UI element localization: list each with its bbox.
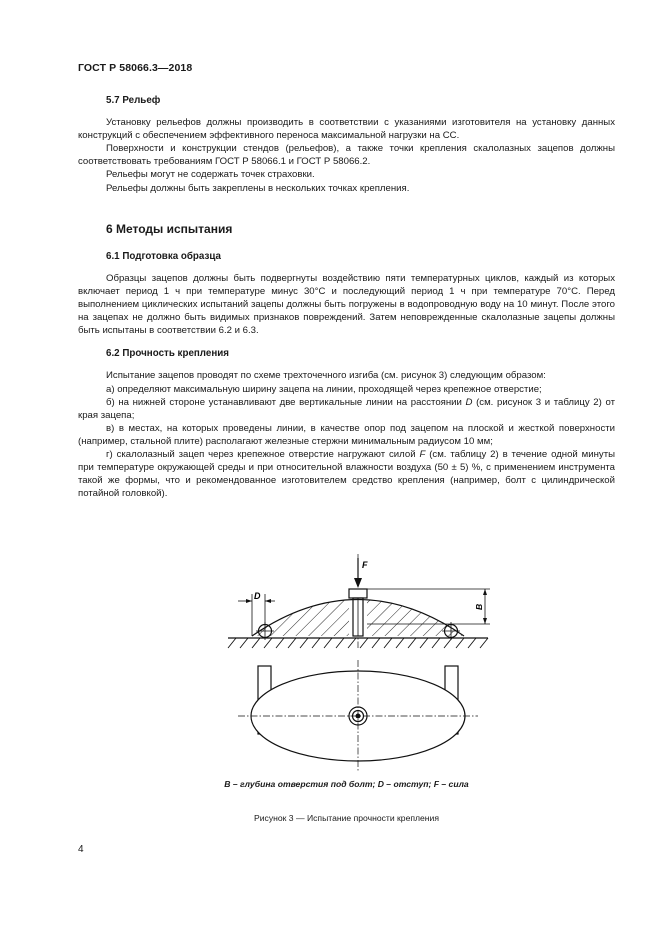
depth-label: B (474, 603, 484, 610)
list-item: б) на нижней стороне устанавливают две вертикальные линии на расстоянии D (см. рисунок 3 и таблицу 2) от края зацепа; (78, 396, 615, 421)
force-label: F (362, 560, 368, 570)
climbing-hold-top-view (238, 660, 478, 772)
figure-caption: Рисунок 3 — Испытание прочности крепления (254, 813, 439, 823)
list-item: а) определяют максимальную ширину зацепа на линии, проходящей через крепежное отверстие; (106, 383, 542, 395)
figure-3 (78, 548, 615, 808)
test-diagram (78, 548, 615, 778)
list-item: в) в местах, на которых проведены линии, в качестве опор под зацепом на плоской и жесткой поверхности (например, стальной плите) располагают железные стержни минимальным радиусом 10 мм; (78, 422, 615, 447)
paragraph: Испытание зацепов проводят по схеме трехточечного изгиба (см. рисунок 3) следующим образом: (106, 370, 546, 382)
section-6-1-title: 6.1 Подготовка образца (106, 250, 221, 262)
document-header: ГОСТ Р 58066.3—2018 (78, 62, 193, 74)
variable-f: F (419, 448, 426, 460)
offset-label: D (254, 591, 261, 601)
paragraph: Образцы зацепов должны быть подвергнуты воздействию пяти температурных циклов, каждый из которых включает период 1 ч при температуре минус 30°С и последующий период 1 ч при температуре 70°С. Перед выполнением циклических испытаний зацепы должны быть погружены в водопроводную воду на 10 минут. После этого на зацепах не должно быть видимых признаков повреждений. Затем неповрежденные скалолазные зацепы должны быть испытаны в соответствии 6.2 и 6.3. (78, 272, 615, 337)
paragraph: Поверхности и конструкции стендов (рельефов), а также точки крепления скалолазных зацепов должны соответствовать требованиям ГОСТ Р 58066.1 и ГОСТ Р 58066.2. (78, 143, 615, 168)
page-number: 4 (78, 844, 84, 855)
list-item: г) скалолазный зацеп через крепежное отверстие нагружают силой F (см. таблицу 2) в течение одной минуты при температуре окружающей среды и при относительной влажности воздуха (50 ± 5) %, с применением инструмента такой же формы, что и рекомендованное изготовителем средство крепления (например, болт с цилиндрической потайной головкой). (78, 448, 616, 500)
paragraph: Рельефы должны быть закреплены в нескольких точках крепления. (106, 182, 410, 194)
section-6-title: 6 Методы испытания (106, 221, 233, 236)
section-5-7-title: 5.7 Рельеф (106, 95, 161, 106)
paragraph: Установку рельефов должны производить в соответствии с указаниями изготовителя на установку данных конструкций с обеспечением эффективного переноса максимальной нагрузки на СС. (78, 117, 615, 142)
document-body (78, 94, 615, 500)
variable-d: D (465, 396, 473, 408)
paragraph: Рельефы могут не содержать точек страховки. (106, 169, 315, 181)
section-6-2-title: 6.2 Прочность крепления (106, 348, 230, 360)
climbing-hold-side-view (252, 588, 464, 638)
figure-legend: B – глубина отверстия под болт; D – отступ; F – сила (224, 779, 469, 789)
